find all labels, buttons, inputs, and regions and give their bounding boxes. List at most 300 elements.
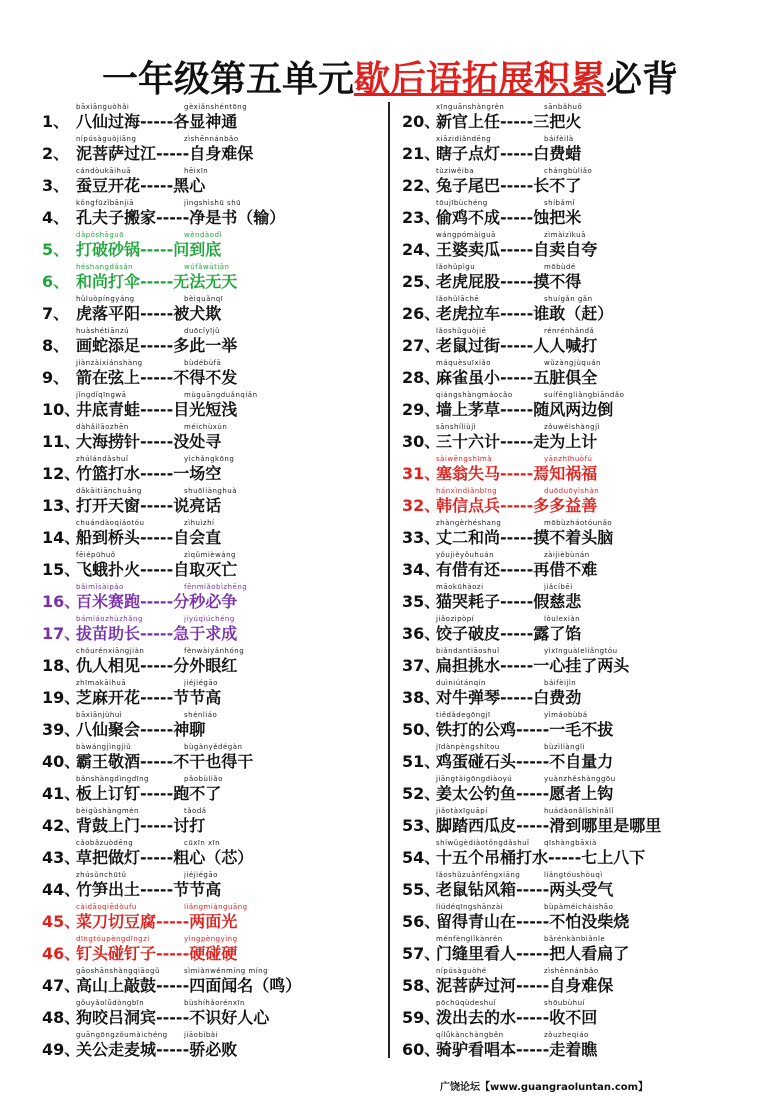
proverb-text: 八仙过海-----各显神通 <box>76 112 238 131</box>
proverb-text: 竹篮打水-----一场空 <box>76 464 222 483</box>
proverb-item <box>402 132 744 164</box>
proverb-line <box>42 816 205 836</box>
pinyin-first-half: dǎpòshāguō <box>76 231 124 239</box>
proverb-text: 高山上敲鼓-----四面闻名（鸣） <box>76 976 302 995</box>
pinyin-first-half: bèigǔshàngmén <box>76 807 139 815</box>
proverb-line <box>402 208 581 228</box>
proverb-item <box>402 804 744 836</box>
pinyin-second-half: liǎngtóushòuqì <box>544 871 603 879</box>
proverb-item <box>42 260 384 292</box>
proverb-item <box>42 452 384 484</box>
item-number: 41、 <box>42 784 81 803</box>
proverb-line <box>42 464 221 484</box>
title-part-3: 必背 <box>606 59 679 100</box>
pinyin-second-half: mùguāngduǎnqiǎn <box>184 391 258 399</box>
proverb-line <box>42 976 301 996</box>
proverb-line <box>42 912 237 932</box>
proverb-line <box>42 240 221 260</box>
item-number: 36、 <box>402 624 441 643</box>
proverb-line <box>42 656 237 676</box>
proverb-line <box>402 752 613 772</box>
pinyin-first-half: nípúsàguòjiāng <box>76 135 137 143</box>
item-number: 39、 <box>42 720 81 739</box>
item-number: 4、 <box>42 208 70 227</box>
pinyin-first-half: zhīmakāihuā <box>76 679 127 687</box>
proverb-line <box>402 400 613 420</box>
proverb-text: 王婆卖瓜-----自卖自夸 <box>436 240 598 259</box>
pinyin-first-half: duìniútánqín <box>436 679 486 687</box>
proverb-text: 菜刀切豆腐-----两面光 <box>76 912 238 931</box>
proverb-item <box>402 740 744 772</box>
pinyin-second-half: bùzìliànglì <box>544 743 585 751</box>
proverb-line <box>42 400 237 420</box>
proverb-text: 狗咬吕洞宾-----不识好人心 <box>76 1008 270 1027</box>
right-column <box>402 100 744 1060</box>
item-number: 37、 <box>402 656 441 675</box>
pinyin-second-half: tǎodǎ <box>184 807 207 815</box>
pinyin-second-half: bùdébùfā <box>184 359 222 367</box>
pinyin-second-half: qīshàngbāxià <box>544 839 597 847</box>
pinyin-second-half: wúfǎwútiān <box>184 263 230 271</box>
pinyin-second-half: shuōliànghuà <box>184 487 238 495</box>
proverb-text: 蚕豆开花-----黑心 <box>76 176 206 195</box>
pinyin-second-half: shíbǎmǐ <box>544 199 576 207</box>
pinyin-first-half: bǎnshàngdìngdīng <box>76 775 149 783</box>
item-number: 51、 <box>402 752 441 771</box>
proverb-item <box>402 1028 744 1060</box>
pinyin-second-half: zǒuwéishàngjì <box>544 423 601 431</box>
proverb-item <box>42 196 384 228</box>
title-part-1: 一年级第五单元 <box>101 59 354 100</box>
proverb-item <box>42 164 384 196</box>
item-number: 32、 <box>402 496 441 515</box>
proverb-item <box>402 612 744 644</box>
pinyin-second-half: duōcǐyījǔ <box>184 327 220 335</box>
pinyin-second-half: fēnmiǎobìzhēng <box>184 583 248 591</box>
pinyin-second-half: fènwàiyǎnhóng <box>184 647 245 655</box>
proverb-item <box>42 612 384 644</box>
proverb-line <box>402 880 613 900</box>
proverb-text: 饺子破皮-----露了馅 <box>436 624 582 643</box>
item-number: 15、 <box>42 560 81 579</box>
proverb-line <box>402 112 581 132</box>
proverb-line <box>402 816 661 836</box>
proverb-item <box>402 644 744 676</box>
proverb-item <box>42 676 384 708</box>
proverb-text: 孔夫子搬家-----净是书（输） <box>76 208 286 227</box>
proverb-item <box>402 996 744 1028</box>
proverb-text: 老虎屁股-----摸不得 <box>436 272 582 291</box>
pinyin-second-half: yìchǎngkōng <box>184 455 235 463</box>
pinyin-first-half: bàwángjìngjiǔ <box>76 743 132 751</box>
pinyin-first-half: jiǎotàxīguāpí <box>436 807 488 815</box>
item-number: 59、 <box>402 1008 441 1027</box>
item-number: 49、 <box>42 1040 81 1059</box>
proverb-line <box>402 304 613 324</box>
proverb-item <box>42 1028 384 1060</box>
pinyin-second-half: wǔzàngjùquán <box>544 359 601 367</box>
proverb-item <box>42 868 384 900</box>
proverb-line <box>42 944 237 964</box>
pinyin-first-half: cándòukāihuā <box>76 167 132 175</box>
pinyin-first-half: hánxìndiǎnbīng <box>436 487 498 495</box>
proverb-item <box>42 420 384 452</box>
item-number: 35、 <box>402 592 441 611</box>
proverb-item <box>42 324 384 356</box>
proverb-item <box>402 772 744 804</box>
item-number: 14、 <box>42 528 81 547</box>
proverb-line <box>402 464 597 484</box>
proverb-item <box>402 676 744 708</box>
proverb-line <box>402 592 581 612</box>
pinyin-first-half: bámiáozhùzhǎng <box>76 615 143 623</box>
proverb-text: 关公走麦城-----骄必败 <box>76 1040 238 1059</box>
proverb-text: 竹笋出土-----节节高 <box>76 880 222 899</box>
proverb-text: 井底青蛙-----目光短浅 <box>76 400 238 419</box>
proverb-item <box>402 484 744 516</box>
pinyin-second-half: jiéjiégāo <box>184 871 218 879</box>
item-number: 18、 <box>42 656 81 675</box>
pinyin-first-half: zhàngèrhéshang <box>436 519 502 527</box>
pinyin-second-half: yìngpèngyìng <box>184 935 238 943</box>
proverb-line <box>402 624 581 644</box>
proverb-text: 鸡蛋碰石头-----不自量力 <box>436 752 614 771</box>
proverb-line <box>402 240 597 260</box>
proverb-item <box>42 836 384 868</box>
pinyin-first-half: jiànzàixiánshàng <box>76 359 143 367</box>
proverb-item <box>402 292 744 324</box>
item-number: 40、 <box>42 752 81 771</box>
proverb-text: 百米赛跑-----分秒必争 <box>76 592 238 611</box>
pinyin-first-half: chuándàoqiáotóu <box>76 519 145 527</box>
proverb-item <box>42 388 384 420</box>
proverb-line <box>42 1040 237 1060</box>
pinyin-second-half: shuígǎn gǎn <box>544 295 593 303</box>
pinyin-first-half: lǎoshǔzuānfēngxiāng <box>436 871 521 879</box>
item-number: 46、 <box>42 944 81 963</box>
proverb-line <box>402 432 597 452</box>
proverb-line <box>402 1008 597 1028</box>
pinyin-first-half: nípúsàguòhé <box>436 967 487 975</box>
pinyin-second-half: zìshēnnánbǎo <box>544 967 599 975</box>
item-number: 5、 <box>42 240 70 259</box>
proverb-line <box>42 1008 269 1028</box>
item-number: 30、 <box>402 432 441 451</box>
proverb-text: 泥菩萨过河-----自身难保 <box>436 976 614 995</box>
item-number: 50、 <box>402 720 441 739</box>
pinyin-second-half: jiāobìbài <box>184 1031 219 1039</box>
pinyin-second-half: jìngshìshū shū <box>184 199 242 207</box>
pinyin-first-half: qiángshàngmáocǎo <box>436 391 513 399</box>
pinyin-second-half: cūxīn xīn <box>184 839 221 847</box>
proverb-line <box>42 880 221 900</box>
pinyin-first-half: pōchūqùdeshuǐ <box>436 999 497 1007</box>
pinyin-second-half: huádàonǎlǐshìnǎlǐ <box>544 807 614 815</box>
proverb-text: 门缝里看人-----把人看扁了 <box>436 944 630 963</box>
pinyin-first-half: biǎndantiāoshuǐ <box>436 647 500 655</box>
item-number: 22、 <box>402 176 441 195</box>
item-number: 16、 <box>42 592 81 611</box>
proverb-text: 脚踏西瓜皮-----滑到哪里是哪里 <box>436 816 662 835</box>
proverb-text: 偷鸡不成-----蚀把米 <box>436 208 582 227</box>
proverb-text: 泥菩萨过江-----自身难保 <box>76 144 254 163</box>
proverb-line <box>402 784 613 804</box>
proverb-item <box>42 740 384 772</box>
item-number: 54、 <box>402 848 441 867</box>
proverb-item <box>402 260 744 292</box>
item-number: 11、 <box>42 432 81 451</box>
pinyin-first-half: qílǘkànchàngběn <box>436 1031 504 1039</box>
pinyin-second-half: yuànzhěshànggōu <box>544 775 616 783</box>
item-number: 24、 <box>402 240 441 259</box>
proverb-text: 麻雀虽小-----五脏俱全 <box>436 368 598 387</box>
pinyin-second-half: bǎrénkànbiǎnle <box>544 935 606 943</box>
proverb-item <box>402 964 744 996</box>
item-number: 44、 <box>42 880 81 899</box>
pinyin-first-half: lǎohǔlāchē <box>436 295 480 303</box>
item-number: 19、 <box>42 688 81 707</box>
pinyin-first-half: jǐngdǐqīngwā <box>76 391 127 399</box>
proverb-text: 打开天窗-----说亮话 <box>76 496 222 515</box>
item-number: 43、 <box>42 848 81 867</box>
item-number: 13、 <box>42 496 81 515</box>
pinyin-first-half: tōujībùchéng <box>436 199 488 207</box>
proverb-text: 大海捞针-----没处寻 <box>76 432 222 451</box>
item-number: 17、 <box>42 624 81 643</box>
pinyin-second-half: shénliáo <box>184 711 218 719</box>
proverb-line <box>402 912 629 932</box>
proverb-line <box>42 560 237 580</box>
item-number: 47、 <box>42 976 81 995</box>
item-number: 7、 <box>42 304 70 323</box>
pinyin-second-half: lòulexiàn <box>544 615 581 623</box>
pinyin-first-half: héshangdǎsǎn <box>76 263 134 271</box>
proverb-item <box>42 516 384 548</box>
proverb-text: 芝麻开花-----节节高 <box>76 688 222 707</box>
proverb-text: 有借有还-----再借不难 <box>436 560 598 579</box>
proverb-line <box>402 944 629 964</box>
proverb-text: 画蛇添足-----多此一举 <box>76 336 238 355</box>
proverb-item <box>402 932 744 964</box>
pinyin-second-half: báifèijìn <box>544 679 577 687</box>
pinyin-second-half: zìshēnnánbǎo <box>184 135 239 143</box>
page-title <box>0 58 780 102</box>
pinyin-first-half: gǒuyǎolǚdòngbīn <box>76 999 145 1007</box>
proverb-line <box>42 784 221 804</box>
proverb-item <box>42 132 384 164</box>
proverb-line <box>402 528 613 548</box>
proverb-item <box>402 420 744 452</box>
pinyin-first-half: zhúsǔnchūtǔ <box>76 871 127 879</box>
item-number: 26、 <box>402 304 441 323</box>
pinyin-second-half: zìqǔmièwáng <box>184 551 236 559</box>
proverb-line <box>402 144 581 164</box>
proverb-text: 钉头碰钉子-----硬碰硬 <box>76 944 238 963</box>
pinyin-first-half: tiědǎdegōngjī <box>436 711 491 719</box>
proverb-line <box>42 432 221 452</box>
proverb-line <box>402 272 581 292</box>
proverb-line <box>42 368 237 388</box>
proverb-text: 草把做灯-----粗心（芯） <box>76 848 254 867</box>
proverb-item <box>42 772 384 804</box>
proverb-item <box>402 228 744 260</box>
item-number: 1、 <box>42 112 70 131</box>
pinyin-first-half: hǔluòpíngyáng <box>76 295 135 303</box>
proverb-item <box>42 548 384 580</box>
item-number: 55、 <box>402 880 441 899</box>
item-number: 42、 <box>42 816 81 835</box>
pinyin-first-half: xiāzidiǎndēng <box>436 135 492 143</box>
item-number: 27、 <box>402 336 441 355</box>
proverb-item <box>402 900 744 932</box>
proverb-text: 板上订钉-----跑不了 <box>76 784 222 803</box>
proverb-text: 瞎子点灯-----白费蜡 <box>436 144 582 163</box>
item-number: 29、 <box>402 400 441 419</box>
pinyin-first-half: zhúlándǎshuǐ <box>76 455 129 463</box>
pinyin-second-half: zìhuìzhí <box>184 519 215 527</box>
item-number: 53、 <box>402 816 441 835</box>
proverb-text: 船到桥头-----自会直 <box>76 528 222 547</box>
pinyin-first-half: jiāngtàigōngdiàoyú <box>436 775 513 783</box>
pinyin-first-half: huàshétiānzú <box>76 327 130 335</box>
proverb-line <box>42 112 237 132</box>
item-number: 20、 <box>402 112 441 131</box>
pinyin-first-half: guāngōngzǒumàichéng <box>76 1031 168 1039</box>
proverb-item <box>42 964 384 996</box>
proverb-text: 飞蛾扑火-----自取灭亡 <box>76 560 238 579</box>
proverb-line <box>42 336 237 356</box>
proverb-text: 仇人相见-----分外眼红 <box>76 656 238 675</box>
pinyin-first-half: māokūhàozi <box>436 583 484 591</box>
proverb-text: 留得青山在-----不怕没柴烧 <box>436 912 630 931</box>
pinyin-second-half: mōbùdé <box>544 263 576 271</box>
proverb-line <box>42 592 237 612</box>
item-number: 45、 <box>42 912 81 931</box>
item-number: 28、 <box>402 368 441 387</box>
pinyin-second-half: báifèilà <box>544 135 574 143</box>
pinyin-first-half: gāoshānshàngqiāogǔ <box>76 967 160 975</box>
column-divider <box>388 102 390 1058</box>
footer-source: 广饶论坛【www.guangraoluntan.com】 <box>440 1082 649 1093</box>
item-number: 3、 <box>42 176 70 195</box>
pinyin-second-half: rénrénhǎndǎ <box>544 327 595 335</box>
pinyin-second-half: méichùxún <box>184 423 228 431</box>
proverb-line <box>402 560 597 580</box>
item-number: 21、 <box>402 144 441 163</box>
pinyin-second-half: zǒuzheqiáo <box>544 1031 589 1039</box>
proverb-text: 背鼓上门-----讨打 <box>76 816 206 835</box>
proverb-text: 铁打的公鸡-----一毛不拔 <box>436 720 614 739</box>
item-number: 57、 <box>402 944 441 963</box>
proverb-line <box>402 336 597 356</box>
pinyin-second-half: yìmáobùbá <box>544 711 588 719</box>
pinyin-second-half: mōbùzháotóunǎo <box>544 519 613 527</box>
proverb-text: 丈二和尚-----摸不着头脑 <box>436 528 614 547</box>
proverb-item <box>42 484 384 516</box>
pinyin-first-half: tùziwěiba <box>436 167 475 175</box>
pinyin-first-half: jīdànpèngshítou <box>436 743 500 751</box>
item-number: 48、 <box>42 1008 81 1027</box>
proverb-text: 扁担挑水-----一心挂了两头 <box>436 656 630 675</box>
item-number: 60、 <box>402 1040 441 1059</box>
proverb-line <box>402 688 581 708</box>
proverb-item <box>402 356 744 388</box>
pinyin-second-half: shōubùhuí <box>544 999 586 1007</box>
pinyin-second-half: pǎobùliǎo <box>184 775 223 783</box>
proverb-item <box>402 516 744 548</box>
pinyin-first-half: kǒngfūzǐbānjiā <box>76 199 135 207</box>
proverb-item <box>402 580 744 612</box>
pinyin-first-half: máquèsuīxiǎo <box>436 359 491 367</box>
item-number: 9、 <box>42 368 70 387</box>
pinyin-second-half: duōduōyìshàn <box>544 487 600 495</box>
pinyin-second-half: sānbǎhuǒ <box>544 103 583 111</box>
proverb-item <box>42 804 384 836</box>
proverb-item <box>402 164 744 196</box>
pinyin-first-half: sàiwēngshīmǎ <box>436 455 492 463</box>
pinyin-second-half: wèndàodǐ <box>184 231 222 239</box>
item-number: 33、 <box>402 528 441 547</box>
pinyin-second-half: zàijièbùnán <box>544 551 590 559</box>
item-number: 12、 <box>42 464 81 483</box>
proverb-item <box>42 644 384 676</box>
proverb-line <box>402 656 629 676</box>
proverb-line <box>402 976 613 996</box>
proverb-text: 和尚打伞-----无法无天 <box>76 272 238 291</box>
proverb-item <box>42 292 384 324</box>
pinyin-first-half: càidāoqiēdòufu <box>76 903 137 911</box>
pinyin-second-half: yìxīnguàleliǎngtóu <box>544 647 618 655</box>
pinyin-first-half: dīngtóupèngdīngzi <box>76 935 150 943</box>
proverb-text: 兔子尾巴-----长不了 <box>436 176 582 195</box>
proverb-item <box>402 548 744 580</box>
pinyin-first-half: wángpómàiguā <box>436 231 496 239</box>
proverb-line <box>402 720 613 740</box>
item-number: 34、 <box>402 560 441 579</box>
proverb-text: 老鼠钻风箱-----两头受气 <box>436 880 614 899</box>
proverb-line <box>42 144 253 164</box>
item-number: 56、 <box>402 912 441 931</box>
proverb-text: 霸王敬酒-----不干也得干 <box>76 752 254 771</box>
pinyin-first-half: dǎkāitiānchuāng <box>76 487 142 495</box>
pinyin-second-half: jiǎcíbēi <box>544 583 573 591</box>
pinyin-second-half: chángbùliǎo <box>544 167 593 175</box>
item-number: 38、 <box>402 688 441 707</box>
proverb-line <box>402 368 597 388</box>
proverb-line <box>42 688 221 708</box>
item-number: 10、 <box>42 400 81 419</box>
proverb-text: 三十六计-----走为上计 <box>436 432 598 451</box>
proverb-line <box>42 304 221 324</box>
pinyin-second-half: hēixīn <box>184 167 209 175</box>
proverb-text: 对牛弹琴-----白费劲 <box>436 688 582 707</box>
proverb-text: 箭在弦上-----不得不发 <box>76 368 238 387</box>
proverb-text: 打破砂锅-----问到底 <box>76 240 222 259</box>
pinyin-first-half: liúdéqīngshānzài <box>436 903 504 911</box>
proverb-text: 韩信点兵-----多多益善 <box>436 496 598 515</box>
proverb-line <box>402 496 597 516</box>
proverb-item <box>402 196 744 228</box>
pinyin-second-half: suífēngliǎngbiāndǎo <box>544 391 625 399</box>
pinyin-second-half: liǎngmiànguāng <box>184 903 248 911</box>
proverb-item <box>42 708 384 740</box>
proverb-item <box>42 228 384 260</box>
proverb-line <box>402 176 581 196</box>
proverb-item <box>42 580 384 612</box>
proverb-text: 老鼠过街-----人人喊打 <box>436 336 598 355</box>
pinyin-first-half: fēiépūhuǒ <box>76 551 116 559</box>
proverb-line <box>42 496 221 516</box>
